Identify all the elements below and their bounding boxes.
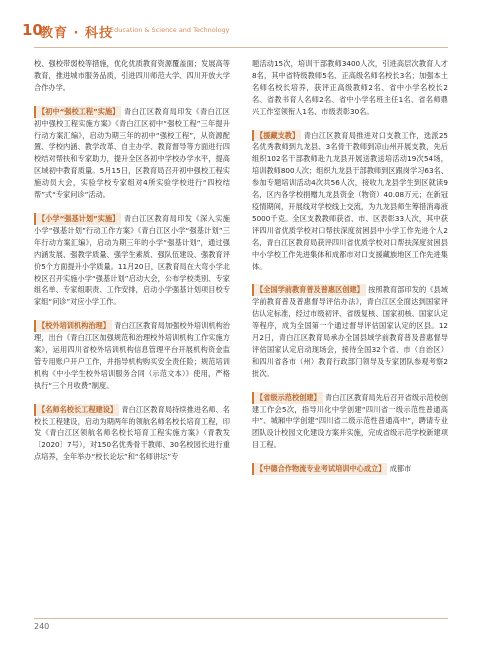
paragraph: [34, 213, 230, 308]
section-tag: 【中德合作物流专业考试培训中心成立】: [252, 463, 387, 475]
page-header: [0, 0, 480, 58]
paragraph: [34, 58, 230, 94]
paragraph-text: 题活动15次，培训干部教师3400人次，引进高层次教育人才8名，其中省特级教师5名、正高级名师名校长3名；加强本土名师名校长培养，获评正高级教师2名、省中小学名校长2名、省教书育人名师2名、省中小学名班主任1名、省名师鼎兴工作室领衔人1名、市级表彰30名。: [252, 59, 448, 116]
paragraph: [252, 463, 448, 475]
page-number: 240: [34, 622, 50, 631]
paragraph-text: 青白江区教育局推进对口支教工作，选派25名优秀教师到九龙县、3名骨干教师到凉山州开展支教，先后组织102名干部教师赴九龙县开展送教送培活动19次54场，培训教师800人次；组织九龙县干部教师到区跟岗学习63名、参加专题培训活动4次共56人次，接收九龙县学生到区就读9名，区内各学校捐赠九龙县资金（物资）40.08万元；在新冠疫情期间，开展线对学校线上交流，为九龙县师生筹措消毒液5000千克。全区支教教师获省、市、区表彰33人次，其中获评四川省优质学校对口帮扶深度贫困县中小学工作先进个人2名，青白江区教育局获评四川省优质学校对口帮扶深度贫困县中小学校工作先进集体和成都市对口支援藏族地区工作先进集体。: [252, 130, 448, 271]
paragraph-text: 校、强校带弱校等措施，优化优质教育资源覆盖面；发展高等教育，推进城市服务品质，引进四川师范大学、四川开放大学合作办学。: [34, 59, 230, 92]
section-brand-en: Education & Science and Technology: [110, 26, 230, 34]
paragraph-text: 青白江区教育局印发《青白江区初中强校工程实施方案》《青白江区初中“强校工程”三年提升行动方案汇编》，启动为期三年的初中“强校工程”，从资源配置、学校内涵、教学改革、自主办学、教育督导等方面进行四校结对帮扶和专家助力，提升全区各初中学校办学水平，提高区域初中教育质量。5月15日，区教育局召开初中强校工程实施动员大会，实验学校专家组对4所实验学校进行“四校结帮”式“专家问诊”活动。: [34, 106, 230, 200]
section-tag: 【小学“强基计划”实施】: [34, 213, 121, 225]
section-tag: 【名师名校长工程建设】: [34, 404, 119, 416]
paragraph-text: 青白江区教育局持续推进名师、名校长工程建设，启动为期两年的领航名师名校长培育工程，印发《青白江区领航名师名校长培育工程实施方案》（青教发〔2020〕7号），对150名优秀骨干教师、30名校园长进行重点培养，全年举办“校长论坛”和“名师讲坛”专: [34, 404, 230, 462]
section-brand: 教育 · 科技: [40, 26, 113, 41]
section-tag: 【省级示范校创建】: [252, 392, 323, 404]
logo-icon: 10: [22, 21, 43, 39]
section-tag: 【校外培训机构治理】: [34, 320, 112, 332]
right-column: [252, 58, 448, 475]
paragraph: [34, 106, 230, 201]
paragraph-text: 按照教育部印发的《县域学前教育普及普惠督导评估办法》，青白江区全面达到国家评估认定标准，经过市级初评、省级复核、国家初核、国家认定等程序，成为全国第一个通过督导评估国家认定的区县。12月2日，青白江区教育局承办全国县域学前教育普及普惠督导评估国家认定启动现场会，接待全国32个省、市（自治区）和四川省各市（州）教育行政部门领导及专家团队参观考察2批次。: [252, 285, 448, 378]
section-tag: 【全国学前教育普及普惠区创建】: [252, 284, 366, 296]
paragraph: [34, 404, 230, 464]
paragraph: [252, 130, 448, 273]
footer-divider: [34, 618, 448, 619]
section-tag: 【援藏支教】: [252, 130, 301, 142]
paragraph-text: 青白江区教育局印发《深入实施小学“强基计划”行动工作方案》《青白江区小学“强基计划”三年行动方案汇编》，启动为期三年的小学“强基计划”，通过强内涵发展、强教学质量、强学生素质、强队伍建设、强教育评价5个方面提升小学质量。11月20日，区教育局在大弯小学北校区召开实施小学“强基计划”启动大会，公布学校类别、专家组名单、专家组职责、工作安排，启动小学强基计划项目校专家组“问诊”对应小学工作。: [34, 213, 230, 307]
section-tag: 【初中“强校工程”实施】: [34, 106, 121, 118]
paragraph: [252, 58, 448, 118]
paragraph: [252, 392, 448, 452]
header-divider: [34, 47, 448, 48]
paragraph: [252, 284, 448, 379]
left-column: [34, 58, 230, 463]
paragraph-text: 青白江区教育局先后召开省级示范校创建工作会5次，指导川化中学创建“四川省一级示范性普通高中”、城厢中学创建“四川省二级示范性普通高中”，聘请专业团队设计校园文化建设方案并实施，完成省级示范学校新建项目工程。: [252, 392, 448, 450]
paragraph-text: 成都市: [389, 464, 412, 474]
paragraph-text: 青白江区教育局加强校外培训机构治理，出台《青白江区加强规范和治理校外培训机构工作实施方案》，运用四川省校外培训机构信息管理平台开展机构资金监管专用账户开户工作，并指导机构购买安全责任险；规范培训机构《中小学生校外培训服务合同（示范文本）》使用，严格执行“三个月收费”制度。: [34, 321, 230, 390]
paragraph: [34, 320, 230, 391]
